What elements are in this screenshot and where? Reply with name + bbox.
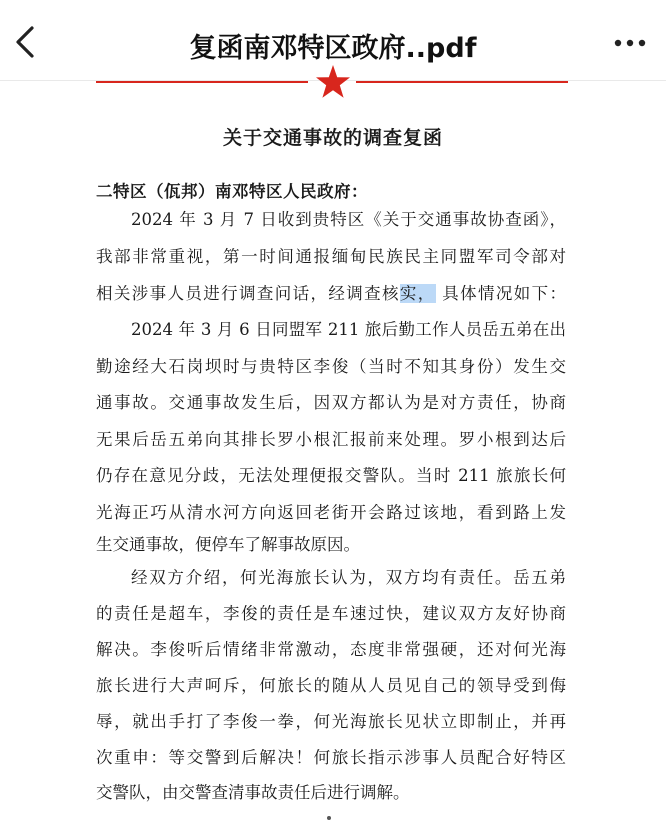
back-button[interactable] xyxy=(6,23,44,61)
addressee: 二特区（佤邦）南邓特区人民政府： xyxy=(96,182,368,201)
body-line: 解决。李俊听后情绪非常激动，态度非常强硬，还对何光海 xyxy=(96,640,566,659)
body-line: 勤途经大石岗坝时与贵特区李俊（当时不知其身份）发生交 xyxy=(96,357,566,376)
body-line: 的责任是超车，李俊的责任是车速过快，建议双方友好协商 xyxy=(96,604,566,623)
body-line: 相关涉事人员进行调查问话，经调查核实， 具体情况如下： xyxy=(96,284,566,303)
page-indicator xyxy=(327,816,331,820)
body-line: 次重申：等交警到后解决！何旅长指示涉事人员配合好特区 xyxy=(96,748,566,767)
chevron-left-icon xyxy=(6,23,44,61)
document-page[interactable] xyxy=(0,81,666,823)
body-line: 旅长进行大声呵斥，何旅长的随从人员见自己的领导受到侮 xyxy=(96,676,566,695)
body-line: 光海正巧从清水河方向返回老街开会路过该地，看到路上发 xyxy=(96,503,566,522)
body-line: 辱，就出手打了李俊一拳，何光海旅长见状立即制止，并再 xyxy=(96,712,566,731)
document-heading: 关于交通事故的调查复函 xyxy=(222,127,443,149)
selected-text: 实， xyxy=(399,284,436,303)
body-line: 生交通事故，便停车了解事故原因。 xyxy=(96,535,360,554)
red-star-icon xyxy=(315,65,351,99)
body-line: 仍存在意见分歧，无法处理便报交警队。当时 211 旅旅长何 xyxy=(96,466,566,485)
body-line: 交警队，由交警查清事故责任后进行调解。 xyxy=(96,783,410,802)
header-rule-left xyxy=(96,81,308,83)
more-options-button[interactable] xyxy=(612,32,652,54)
document-title: 复函南邓特区政府..pdf xyxy=(189,33,477,64)
header-rule-right xyxy=(356,81,568,83)
body-line: 2024 年 3 月 7 日收到贵特区《关于交通事故协查函》， xyxy=(131,210,566,229)
body-line: 我部非常重视，第一时间通报缅甸民族民主同盟军司令部对 xyxy=(96,247,566,266)
body-line: 通事故。交通事故发生后，因双方都认为是对方责任，协商 xyxy=(96,393,566,412)
body-line: 经双方介绍，何光海旅长认为，双方均有责任。岳五弟 xyxy=(131,568,566,587)
body-line: 2024 年 3 月 6 日同盟军 211 旅后勤工作人员岳五弟在出 xyxy=(131,320,566,339)
body-line: 无果后岳五弟向其排长罗小根汇报前来处理。罗小根到达后 xyxy=(96,430,566,449)
more-horizontal-icon xyxy=(612,32,652,54)
